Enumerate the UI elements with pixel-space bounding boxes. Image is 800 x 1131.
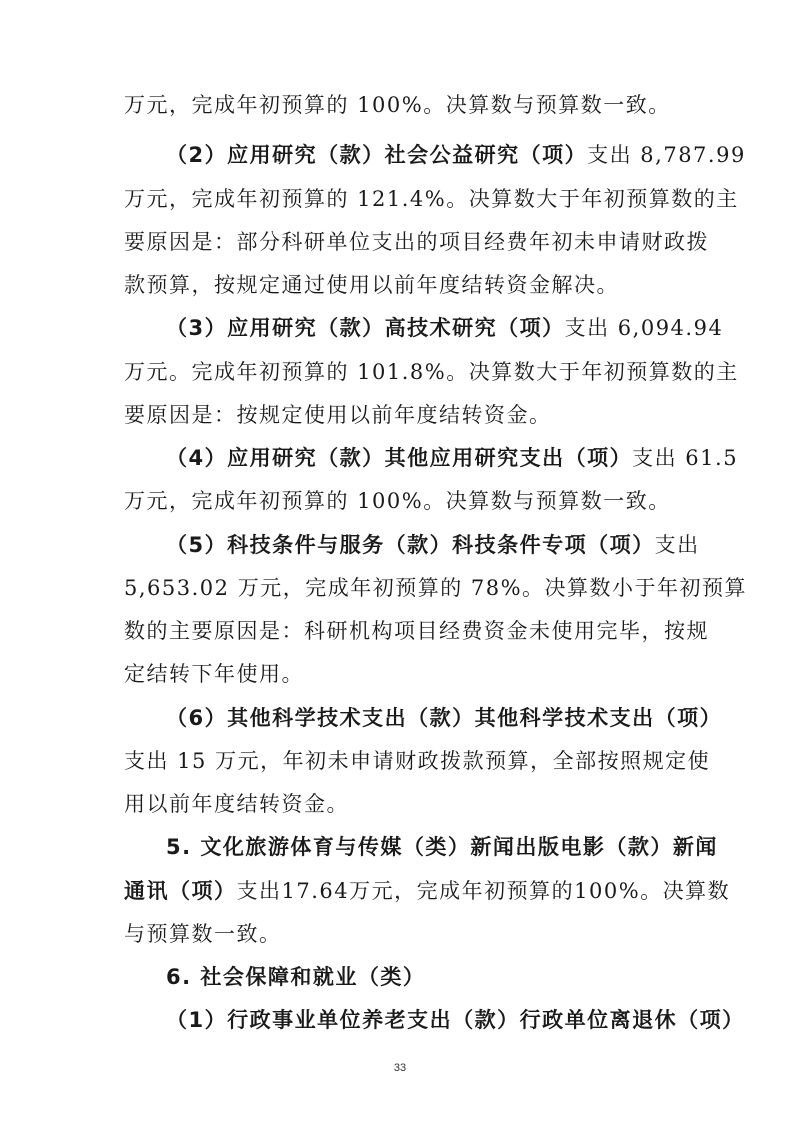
page-number: 33 [393,1062,407,1074]
section-heading-line [166,529,700,561]
line-text: 与预算数一致。 [124,922,282,946]
line-text: 支出 15 万元，年初未申请财政拨款预算，全部按照规定使 [124,749,711,773]
line-text: 5,653.02 万元，完成年初预算的 78%。决算数小于年初预算 [124,576,748,600]
section-heading-line [166,831,718,863]
section-heading: （5）科技条件与服务（款）科技条件专项（项） [166,533,655,557]
line-text: 数的主要原因是：科研机构项目经费资金未使用完毕，按规 [124,619,709,643]
text-line [124,89,671,121]
section-heading-line [166,312,724,344]
line-text: 支出 8,787.99 [587,143,746,167]
section-heading: 5. 文化旅游体育与传媒（类）新闻出版电影（款）新闻 [166,835,718,859]
section-heading: （4）应用研究（款）其他应用研究支出（项） [166,446,633,470]
line-text: 要原因是：按规定使用以前年度结转资金。 [124,403,552,427]
text-line [124,183,739,215]
section-heading-line [166,961,425,993]
section-heading-line [166,702,723,734]
line-text: 支出 [654,533,700,557]
text-line [124,226,709,258]
section-heading: 通讯（项） [124,879,237,903]
text-line [124,875,731,907]
text-line [124,485,671,517]
line-text: 万元，完成年初预算的 100%。决算数与预算数一致。 [124,93,671,117]
section-heading: （6）其他科学技术支出（款）其他科学技术支出（项） [166,706,723,730]
text-line [124,356,739,388]
section-heading: 6. 社会保障和就业（类） [166,965,426,989]
line-text: 万元，完成年初预算的 121.4%。决算数大于年初预算数的主 [124,187,739,211]
section-heading: （1）行政事业单位养老支出（款）行政单位离退休（项） [166,1008,745,1032]
line-text: 用以前年度结转资金。 [124,792,349,816]
line-text: 支出 61.5 [632,446,739,470]
line-text: 万元，完成年初预算的 100%。决算数与预算数一致。 [124,489,671,513]
line-text: 支出17.64万元，完成年初预算的100%。决算数 [236,879,731,903]
text-line [124,788,349,820]
line-text: 万元。完成年初预算的 101.8%。决算数大于年初预算数的主 [124,360,739,384]
text-line [124,745,711,777]
section-heading-line [166,442,739,474]
section-heading-line [166,139,746,171]
text-line [124,399,552,431]
section-heading: （2）应用研究（款）社会公益研究（项） [166,143,588,167]
section-heading-line [166,1004,745,1036]
section-heading: （3）应用研究（款）高技术研究（项） [166,316,565,340]
line-text: 款预算，按规定通过使用以前年度结转资金解决。 [124,273,619,297]
line-text: 要原因是：部分科研单位支出的项目经费年初未申请财政拨 [124,230,709,254]
line-text: 支出 6,094.94 [564,316,724,340]
line-text: 定结转下年使用。 [124,662,304,686]
text-line [124,918,282,950]
text-line [124,615,709,647]
text-line [124,572,748,604]
text-line [124,269,619,301]
text-line [124,658,304,690]
